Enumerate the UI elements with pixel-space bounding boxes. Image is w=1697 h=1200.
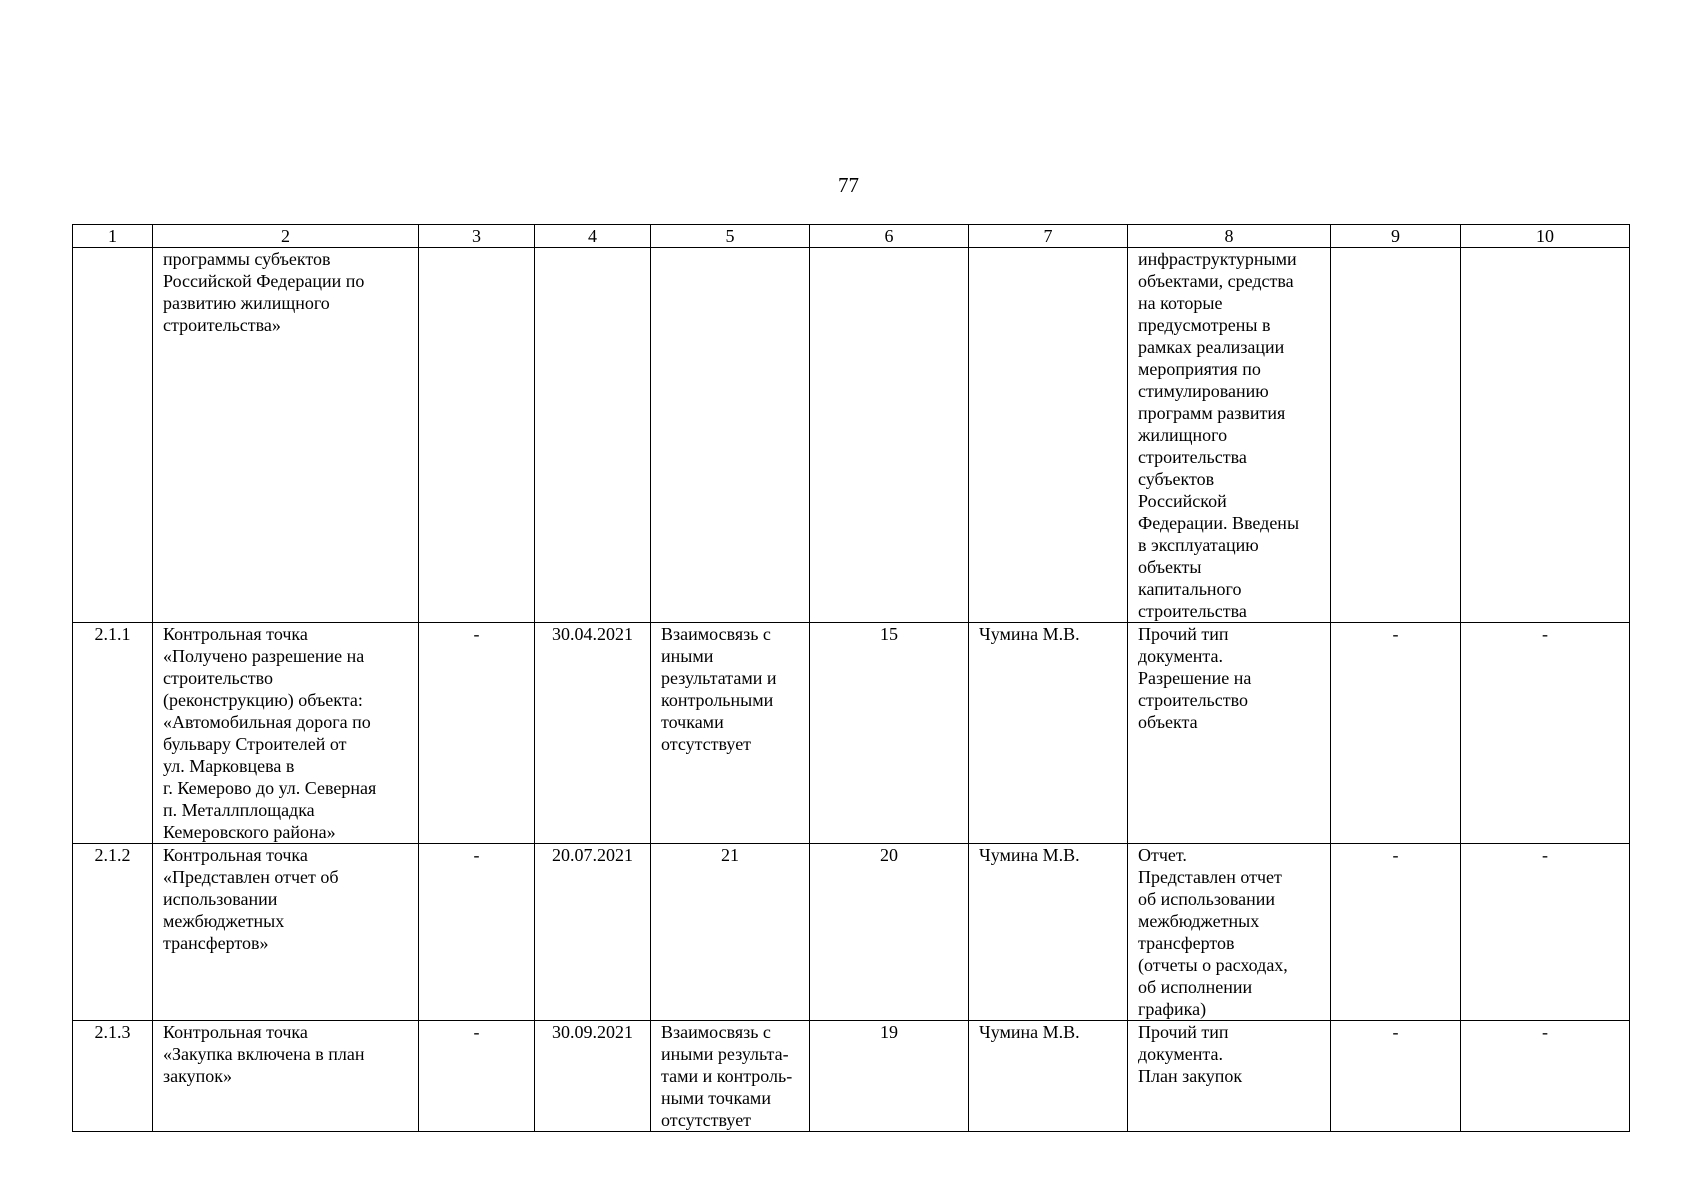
cell-text: Прочий тип документа. Разрешение на строительство объекта (1138, 624, 1252, 732)
column-header: 10 (1461, 225, 1630, 248)
page-number: 77 (838, 173, 859, 197)
column-header: 9 (1331, 225, 1461, 248)
table-cell (651, 1021, 810, 1132)
table-cell (419, 1021, 535, 1132)
table-cell (73, 623, 153, 844)
table-cell (1128, 1021, 1331, 1132)
column-header: 6 (810, 225, 969, 248)
table-cell (1331, 1021, 1461, 1132)
cell-text: - (1392, 1022, 1399, 1042)
table-cell (651, 623, 810, 844)
table-cell (810, 248, 969, 623)
table-cell (153, 623, 419, 844)
table-row (73, 623, 1630, 844)
table-cell (1461, 844, 1630, 1021)
control-points-table (72, 224, 1630, 1132)
cell-text: Прочий тип документа. План закупок (1138, 1022, 1243, 1086)
cell-text: - (473, 1022, 480, 1042)
table-cell (969, 844, 1128, 1021)
table-cell (153, 844, 419, 1021)
cell-text: 2.1.2 (94, 845, 131, 865)
table-cell (1461, 248, 1630, 623)
table-cell (73, 1021, 153, 1132)
table-cell (419, 248, 535, 623)
cell-text: Чумина М.В. (979, 845, 1080, 865)
cell-text: 20 (880, 845, 898, 865)
cell-text: - (473, 624, 480, 644)
cell-text: инфраструктурными объектами, средства на которые предусмотрены в рамках реализации мероприятия по стимулированию программ развития жилищного строительства субъектов Российской Федерации. Введены в эксплуатацию объекты капитального строительства (1138, 249, 1300, 621)
cell-text: Взаимосвязь с иными результа- тами и контроль- ными точками отсутствует (661, 1022, 793, 1130)
table-cell (73, 844, 153, 1021)
cell-text: 30.09.2021 (552, 1022, 633, 1042)
cell-text: Контрольная точка «Закупка включена в план закупок» (163, 1022, 365, 1086)
table-row (73, 1021, 1630, 1132)
cell-text: 15 (880, 624, 898, 644)
cell-text: - (1392, 845, 1399, 865)
cell-text: - (473, 845, 480, 865)
table-cell (535, 623, 651, 844)
header-row (73, 225, 1630, 248)
cell-text: 2.1.1 (94, 624, 131, 644)
cell-text: 2.1.3 (94, 1022, 131, 1042)
table-cell (535, 248, 651, 623)
table-cell (810, 844, 969, 1021)
cell-text: 21 (721, 845, 739, 865)
table-cell (969, 248, 1128, 623)
cell-text: Взаимосвязь с иными результатами и контрольными точками отсутствует (661, 624, 777, 754)
column-header: 1 (73, 225, 153, 248)
cell-text: - (1542, 845, 1548, 865)
table-cell (1461, 1021, 1630, 1132)
table-cell (535, 1021, 651, 1132)
cell-text: Контрольная точка «Получено разрешение на строительство (реконструкцию) объекта: «Автомобильная дорога по бульвару Строителей от ул. Марковцева в г. Кемерово до ул. Северная п. Металлплощадка Кемеровского района» (163, 624, 377, 842)
table-cell (651, 248, 810, 623)
cell-text: 20.07.2021 (552, 845, 633, 865)
cell-text: Чумина М.В. (979, 1022, 1080, 1042)
table-cell (651, 844, 810, 1021)
cell-text: - (1542, 1022, 1548, 1042)
table-cell (1331, 844, 1461, 1021)
column-header: 4 (535, 225, 651, 248)
table-cell (1461, 623, 1630, 844)
column-header: 5 (651, 225, 810, 248)
table-cell (535, 844, 651, 1021)
cell-text: Отчет. Представлен отчет об использовании межбюджетных трансфертов (отчеты о расходах, об исполнении графика) (1138, 845, 1288, 1019)
table-cell (1128, 623, 1331, 844)
cell-text: 30.04.2021 (552, 624, 633, 644)
cell-text: - (1542, 624, 1548, 644)
table-row (73, 248, 1630, 623)
table-cell (810, 1021, 969, 1132)
column-header: 3 (419, 225, 535, 248)
cell-text: Контрольная точка «Представлен отчет об использовании межбюджетных трансфертов» (163, 845, 339, 953)
column-header: 8 (1128, 225, 1331, 248)
table-cell (969, 623, 1128, 844)
table-cell (153, 248, 419, 623)
table-cell (153, 1021, 419, 1132)
table-cell (1331, 248, 1461, 623)
cell-text: Чумина М.В. (979, 624, 1080, 644)
table-row (73, 844, 1630, 1021)
table-cell (1331, 623, 1461, 844)
table-cell (810, 623, 969, 844)
column-header: 2 (153, 225, 419, 248)
cell-text: 19 (880, 1022, 898, 1042)
cell-text: программы субъектов Российской Федерации по развитию жилищного строительства» (163, 249, 365, 335)
column-header: 7 (969, 225, 1128, 248)
table-cell (419, 623, 535, 844)
table-cell (1128, 248, 1331, 623)
table-cell (1128, 844, 1331, 1021)
table-cell (419, 844, 535, 1021)
table-cell (73, 248, 153, 623)
cell-text: - (1392, 624, 1399, 644)
table-cell (969, 1021, 1128, 1132)
